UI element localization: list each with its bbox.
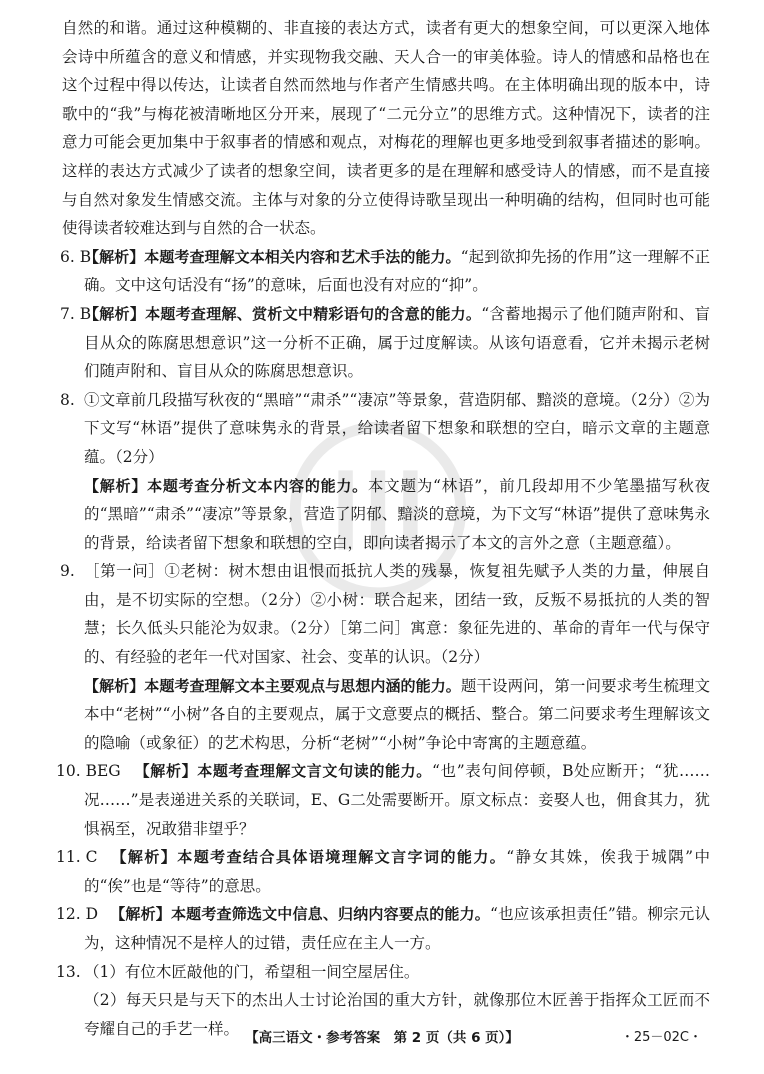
answer-line-2: （2）每天只是与天下的杰出人士讨论治国的重大方针，就像那位木匠善于指挥众工匠而不夸耀自己的手艺一样。 [84, 991, 710, 1038]
question-13 [56, 958, 710, 987]
footer-code: ・25－02C・ [620, 1030, 702, 1045]
answer-text: ①文章前几段描写秋夜的“黑暗”“肃杀”“凄凉”等景象，营造阴郁、黯淡的意境。（2分）②为下文写“林语”提供了意味隽永的背景，给读者留下想象和联想的空白，暗示文章的主题意蕴。（2分） [84, 390, 710, 466]
analysis-text: 本文题为“林语”，前几段却用不少笔墨描写秋夜的“黑暗”“肃杀”“凄凉”等景象，营造了阴郁、黯淡的意境，为下文写“林语”提供了意味隽永的背景，给读者留下想象和联想的空白，即向读者揭示了本文的言外之意（主题意蕴）。 [84, 476, 710, 552]
question-number: 6. B [60, 247, 92, 266]
analysis-tag: 【解析】本题考查筛选文中信息、归纳内容要点的能力。 [110, 905, 490, 924]
question-number: 10. BEG [56, 762, 121, 781]
analysis-text: “也”表句间停顿，B处应断开；“犹……况……”是表递进关系的关联词，E、G二处需要断开。原文标点：妾娶人也，佣食其力，犹惧祸至，况敢猎非望乎？ [84, 762, 710, 838]
analysis-text: “起到欲抑先扬的作用”这一理解不正确。文中这句话没有“扬”的意味，后面也没有对应的“抑”。 [84, 247, 710, 295]
analysis-tag: 【解析】本题考查理解、赏析文中精彩语句的含意的能力。 [84, 304, 482, 323]
question-number: 12. D [56, 905, 99, 924]
question-7 [62, 300, 710, 386]
intro-paragraph: 自然的和谐。通过这种模糊的、非直接的表达方式，读者有更大的想象空间，可以更深入地体会诗中所蕴含的意义和情感，并实现物我交融、天人合一的审美体验。诗人的情感和品格也在这个过程中得以传达，让读者自然而然地与作者产生情感共鸣。在主体明确出现的版本中，诗歌中的“我”与梅花被清晰地区分开来，展现了“二元分立”的思维方式。这种情况下，读者的注意力可能会更加集中于叙事者的情感和观点，对梅花的理解也更多地受到叙事者描述的影响。这样的表达方式减少了读者的想象空间，读者更多的是在理解和感受诗人的情感，而不是直接与自然对象发生情感交流。主体与对象的分立使得诗歌呈现出一种明确的结构，但同时也可能使得读者较难达到与自然的合一状态。 [62, 19, 710, 238]
question-number: 7. B [60, 304, 92, 323]
analysis-tag: 【解析】本题考查理解文本相关内容和艺术手法的能力。 [84, 247, 461, 266]
question-9 [62, 557, 710, 671]
analysis-tag: 【解析】本题考查结合具体语境理解文言字词的能力。 [110, 848, 507, 867]
question-10 [56, 757, 710, 843]
analysis-text: “静女其姝，俟我于城隅”中的“俟”也是“等待”的意思。 [84, 848, 710, 895]
page-footer [0, 1026, 764, 1046]
analysis-text: “也应该承担责任”错。柳宗元认为，这种情况不是梓人的过错，责任应在主人一方。 [84, 905, 710, 952]
question-8-analysis [62, 472, 710, 558]
answer-page [56, 14, 710, 1043]
question-number: 13. [56, 962, 81, 981]
question-number: 8. [60, 390, 75, 409]
question-11 [56, 843, 710, 900]
question-12 [56, 900, 710, 957]
footer-page-info: 【高三语文・参考答案 第 2 页（共 6 页）】 [245, 1030, 519, 1046]
answer-text: ［第一问］①老树：树木想由诅恨而抵抗人类的残暴，恢复祖先赋予人类的力量，伸展自由，是不切实际的空想。（2分）②小树：联合起来，团结一致，反叛不易抵抗的人类的智慧；长久低头只能沦为奴隶。（2分）［第二问］寓意：象征先进的、革命的青年一代与保守的、有经验的老年一代对国家、社会、变革的认识。（2分） [84, 562, 710, 667]
answer-line-1: （1）有位木匠敲他的门，希望租一间空屋居住。 [84, 962, 420, 981]
question-8 [62, 386, 710, 472]
question-number: 11. C [56, 848, 98, 867]
question-number: 9. [60, 562, 75, 581]
question-6 [62, 243, 710, 300]
analysis-tag: 【解析】本题考查理解文本主要观点与思想内涵的能力。 [84, 676, 461, 695]
analysis-tag: 【解析】本题考查分析文本内容的能力。 [84, 476, 368, 495]
analysis-text: 题干设两问，第一问要求考生梳理文本中“老树”“小树”各自的主要观点，属于文意要点的概括、整合。第二问要求考生理解该文的隐喻（或象征）的艺术构思，分析“老树”“小树”争论中寄寓的主题意蕴。 [84, 676, 710, 752]
analysis-tag: 【解析】本题考查理解文言文句读的能力。 [134, 762, 432, 781]
analysis-text: “含蓄地揭示了他们随声附和、盲目从众的陈腐思想意识”这一分析不正确，属于过度解读。从该句语意看，它并未揭示老树们随声附和、盲目从众的陈腐思想意识。 [84, 304, 710, 381]
question-9-analysis [62, 672, 710, 758]
